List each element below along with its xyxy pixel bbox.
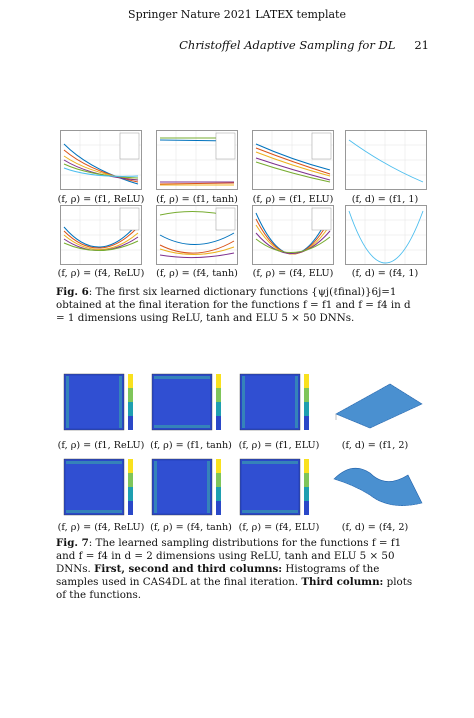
fig7-surface-f1 (330, 370, 426, 434)
fig6-subcaption-2: (f, ρ) = (f1, tanh) (156, 194, 238, 205)
fig6-plot-f4-relu (60, 205, 142, 265)
fig7-histogram-f1-relu (58, 370, 144, 434)
fig7-subcaption-6: (f, ρ) = (f4, tanh) (150, 522, 232, 533)
fig6-plot-f1-elu (252, 130, 334, 190)
figure-7-caption (56, 537, 422, 602)
fig7-subcaption-4: (f, d) = (f1, 2) (341, 440, 409, 451)
fig7-histogram-f1-tanh (146, 370, 232, 434)
fig7-subcaption-1: (f, ρ) = (f1, ReLU) (57, 440, 145, 451)
fig6-subcaption-7: (f, ρ) = (f4, ELU) (252, 268, 334, 279)
running-head (0, 38, 429, 52)
fig6-plot-f1-function (345, 130, 427, 190)
fig7-histogram-f4-tanh (146, 455, 232, 519)
fig6-plot-f4-function (345, 205, 427, 265)
fig6-plot-f4-elu (252, 205, 334, 265)
fig6-subcaption-4: (f, d) = (f1, 1) (351, 194, 419, 205)
fig6-subcaption-6: (f, ρ) = (f4, tanh) (156, 268, 238, 279)
fig6-subcaption-8: (f, d) = (f4, 1) (351, 268, 419, 279)
fig7-subcaption-5: (f, ρ) = (f4, ReLU) (57, 522, 145, 533)
fig6-subcaption-1: (f, ρ) = (f1, ReLU) (57, 194, 145, 205)
running-title: Christoffel Adaptive Sampling for DL (179, 38, 396, 52)
fig7-surface-f4 (330, 455, 426, 519)
fig6-plot-f1-tanh (156, 130, 238, 190)
fig6-subcaption-3: (f, ρ) = (f1, ELU) (252, 194, 334, 205)
fig7-caption-text-3: plots of the functions. (56, 576, 413, 601)
fig7-subcaption-2: (f, ρ) = (f1, tanh) (150, 440, 232, 451)
fig7-caption-text: : The learned sampling distributions for the functions f = f1 and f = f4 in d = 2 dimensions using ReLU, tanh and ELU 5 × 50 DNNs. (56, 537, 402, 575)
fig6-subcaption-5: (f, ρ) = (f4, ReLU) (57, 268, 145, 279)
page-header: Springer Nature 2021 LATEX template (128, 8, 346, 21)
fig6-caption-label: Fig. 6 (56, 286, 89, 298)
fig6-plot-f1-relu (60, 130, 142, 190)
fig7-caption-label: Fig. 7 (56, 537, 89, 549)
fig7-caption-text-2: Histograms of the samples used in CAS4DL at the final iteration. (56, 563, 380, 588)
figure-6-caption (56, 286, 422, 325)
fig6-caption-text: : The first six learned dictionary functions {ψj(ℓfinal)}6j=1 obtained at the final iteration for the functions f = f1 and f = f4 in d = 1 dimensions using ReLU, tanh and ELU 5 × 50 DNNs. (56, 286, 411, 324)
fig7-caption-bold-1: First, second and third columns: (94, 563, 283, 575)
fig7-subcaption-8: (f, d) = (f4, 2) (341, 522, 409, 533)
fig7-histogram-f1-elu (234, 370, 320, 434)
fig7-caption-bold-2: Third column: (301, 576, 384, 588)
page-number: 21 (414, 38, 429, 52)
fig7-histogram-f4-relu (58, 455, 144, 519)
fig7-histogram-f4-elu (234, 455, 320, 519)
fig7-subcaption-3: (f, ρ) = (f1, ELU) (238, 440, 320, 451)
fig6-plot-f4-tanh (156, 205, 238, 265)
fig7-subcaption-7: (f, ρ) = (f4, ELU) (238, 522, 320, 533)
